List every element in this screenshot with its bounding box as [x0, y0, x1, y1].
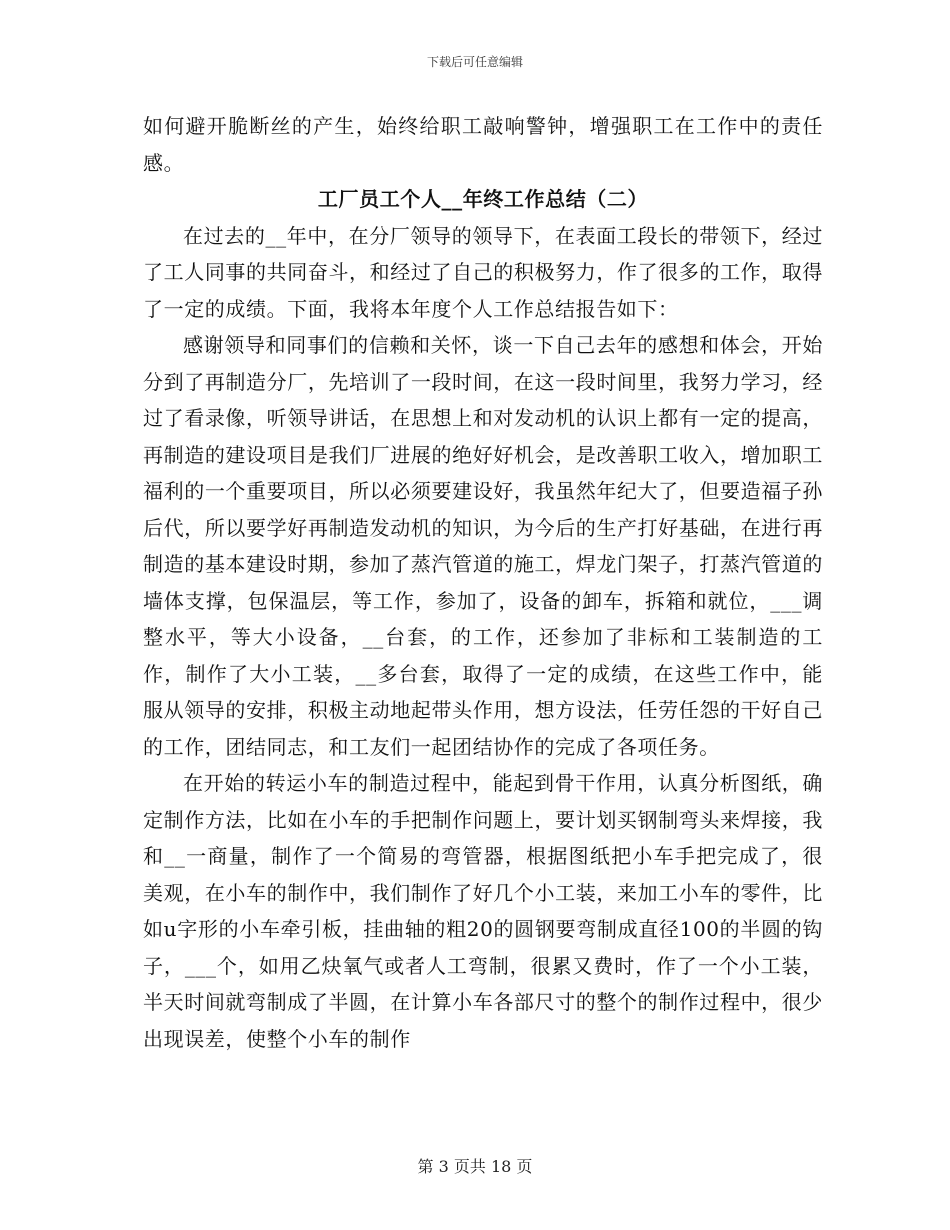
body-paragraph-3: 在开始的转运小车的制造过程中，能起到骨干作用，认真分析图纸，确定制作方法，比如在小车的手把制作问题上，要计划买钢制弯头来焊接，我和__一商量，制作了一个简易的弯管器，根据图纸把小车手把完成了，很美观，在小车的制作中，我们制作了好几个小工装，来加工小车的零件，比如u字形的小车牵引板，挂曲轴的粗20的圆钢要弯制成直径100的半圆的钩子，___个，如用乙炔氧气或者人工弯制，很累又费时，作了一个小工装，半天时间就弯制成了半圆，在计算小车各部尺寸的整个的制作过程中，很少出现误差，使整个小车的制作 [143, 771, 823, 1051]
body-paragraph-2: 感谢领导和同事们的信赖和关怀，谈一下自己去年的感想和体会，开始分到了再制造分厂，先培训了一段时间，在这一段时间里，我努力学习，经过了看录像，听领导讲话，在思想上和对发动机的认识上都有一定的提高，再制造的建设项目是我们厂进展的绝好好机会，是改善职工收入，增加职工福利的一个重要项目，所以必须要建设好，我虽然年纪大了，但要造福子孙后代，所以要学好再制造发动机的知识，为今后的生产打好基础，在进行再制造的基本建设时期，参加了蒸汽管道的施工，焊龙门架子，打蒸汽管道的墙体支撑，包保温层，等工作，参加了，设备的卸车，拆箱和就位，___调整水平，等大小设备，__台套，的工作，还参加了非标和工装制造的工作，制作了大小工装，__多台套，取得了一定的成绩，在这些工作中，能服从领导的安排，积极主动地起带头作用，想方设法，任劳任怨的干好自己的工作，团结同志，和工友们一起团结协作的完成了各项任务。 [143, 333, 823, 759]
section-title: 工厂员工个人__年终工作总结（二） [317, 187, 649, 211]
page-footer: 第 3 页共 18 页 [417, 1157, 533, 1176]
page-header: 下载后可任意编辑 [426, 55, 523, 69]
body-paragraph-1: 在过去的__年中，在分厂领导的领导下，在表面工段长的带领下，经过了工人同事的共同奋斗，和经过了自己的积极努力，作了很多的工作，取得了一定的成绩。下面，我将本年度个人工作总结报告如下： [143, 223, 823, 321]
document-body [143, 108, 823, 1057]
continuation-paragraph: 如何避开脆断丝的产生，始终给职工敲响警钟，增强职工在工作中的责任感。 [143, 114, 823, 175]
